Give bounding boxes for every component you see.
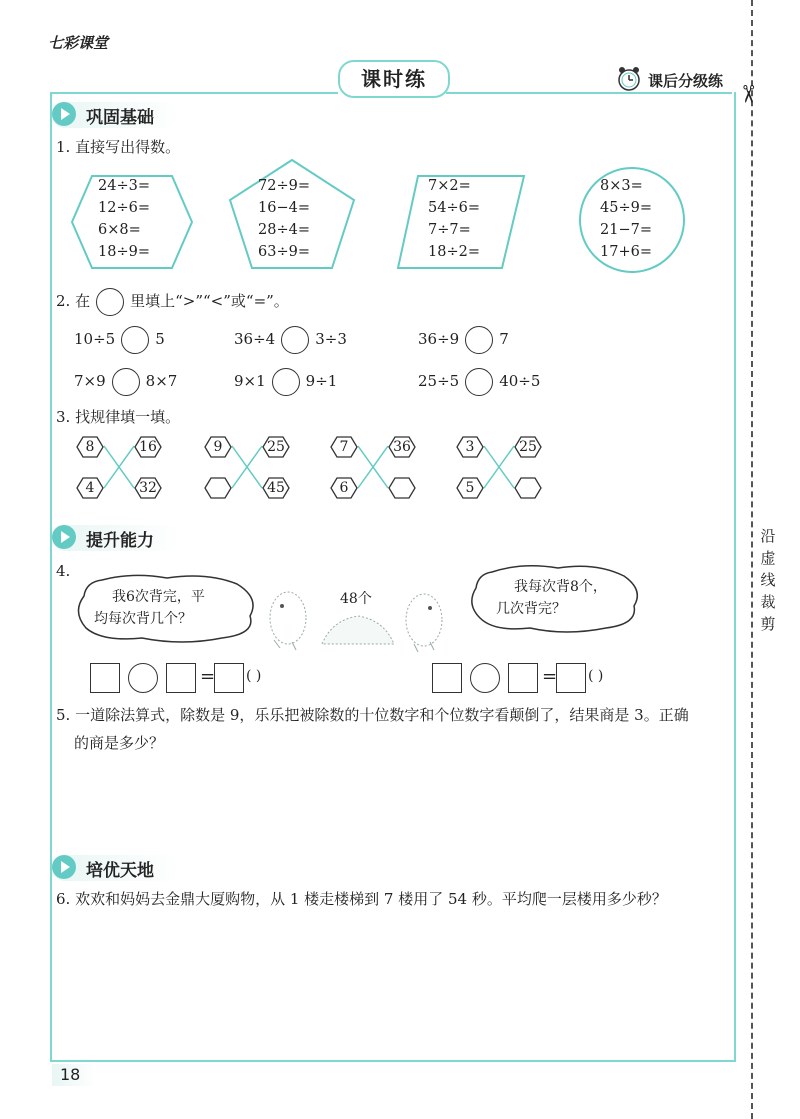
- q1-item: 28÷4=: [258, 222, 310, 238]
- q1-item: 54÷6=: [428, 200, 480, 216]
- q6-line1: 6. 欢欢和妈妈去金鼎大厦购物，从 1 楼走楼梯到 7 楼用了 54 秒。平均爬一层楼用多少秒？: [56, 890, 667, 908]
- hex-answer[interactable]: [514, 477, 542, 499]
- answer-box[interactable]: [166, 663, 196, 693]
- hex-answer[interactable]: [388, 477, 416, 499]
- answer-box[interactable]: [90, 663, 120, 693]
- hex-answer[interactable]: [204, 477, 232, 499]
- q2-row2-item1: 7×9 8×7: [74, 368, 177, 396]
- q5-line1: 5. 一道除法算式，除数是 9，乐乐把被除数的十位数字和个位数字看颠倒了，结果商是 3。正确: [56, 706, 689, 724]
- q2-row1-item3: 36÷9 7: [418, 326, 509, 354]
- q1-item: 7×2=: [428, 178, 471, 194]
- q1-item: 24÷3=: [98, 178, 150, 194]
- hex-cell: 25: [262, 436, 290, 458]
- section-advanced: 培优天地: [52, 855, 180, 881]
- q2-row1-item1: 10÷5 5: [74, 326, 165, 354]
- hex-cell: 36: [388, 436, 416, 458]
- q2-row2-item3: 25÷5 40÷5: [418, 368, 540, 396]
- q5-line2: 的商是多少？: [74, 734, 165, 752]
- unit-paren[interactable]: ( ): [588, 668, 604, 684]
- pile-illustration: [318, 612, 398, 646]
- q1-item: 18÷9=: [98, 244, 150, 260]
- section-improve: 提升能力: [52, 525, 180, 551]
- operator-circle[interactable]: [470, 663, 500, 693]
- answer-box[interactable]: [508, 663, 538, 693]
- q3-title: 3. 找规律填一填。: [56, 408, 181, 426]
- page-number: 18: [52, 1064, 96, 1086]
- q2-row2-item2: 9×1 9÷1: [234, 368, 337, 396]
- play-icon: [52, 525, 76, 549]
- bubble-left-text: 我6次背完，平 均每次背几个？: [94, 589, 205, 627]
- bubble-right-text: 我每次背8个， 几次背完？: [496, 579, 607, 617]
- hex-cell: 8: [76, 436, 104, 458]
- hex-cell: 25: [514, 436, 542, 458]
- hex-cell: 3: [456, 436, 484, 458]
- hedgehog-left-illustration: [262, 584, 312, 654]
- q2-row1-item2: 36÷4 3÷3: [234, 326, 347, 354]
- q1-item: 12÷6=: [98, 200, 150, 216]
- q1-item: 72÷9=: [258, 178, 310, 194]
- hex-cell: 32: [134, 477, 162, 499]
- hex-cell: 5: [456, 477, 484, 499]
- unit-paren[interactable]: ( ): [246, 668, 262, 684]
- count-label: 48个: [340, 591, 372, 607]
- q1-item: 63÷9=: [258, 244, 310, 260]
- answer-box[interactable]: [556, 663, 586, 693]
- side-note: 沿 虚 线 裁 剪: [760, 527, 776, 633]
- q1-item: 17+6=: [600, 244, 652, 260]
- q1-item: 7÷7=: [428, 222, 471, 238]
- page-title: 课时练: [338, 60, 450, 98]
- operator-circle[interactable]: [128, 663, 158, 693]
- header-right-label: 课后分级练: [648, 72, 724, 90]
- hex-cell: 6: [330, 477, 358, 499]
- q4-number: 4.: [56, 562, 71, 580]
- q1-item: 16−4=: [258, 200, 310, 216]
- answer-box[interactable]: [214, 663, 244, 693]
- q2-title: 2. 在 里填上“>”“<”或“=”。: [56, 288, 289, 316]
- hedgehog-right-illustration: [400, 586, 450, 656]
- q1-item: 45÷9=: [600, 200, 652, 216]
- hex-cell: 7: [330, 436, 358, 458]
- hex-cell: 45: [262, 477, 290, 499]
- play-icon: [52, 855, 76, 879]
- q1-title: 1. 直接写出得数。: [56, 138, 181, 156]
- answer-box[interactable]: [432, 663, 462, 693]
- hex-cell: 4: [76, 477, 104, 499]
- hex-cell: 9: [204, 436, 232, 458]
- q1-item: 21−7=: [600, 222, 652, 238]
- q1-item: 8×3=: [600, 178, 643, 194]
- hex-cell: 16: [134, 436, 162, 458]
- section-basic: 巩固基础: [52, 102, 180, 128]
- brand-logo: 七彩课堂: [48, 34, 109, 52]
- q1-item: 6×8=: [98, 222, 141, 238]
- q1-item: 18÷2=: [428, 244, 480, 260]
- scissors-icon: ✂: [734, 83, 763, 105]
